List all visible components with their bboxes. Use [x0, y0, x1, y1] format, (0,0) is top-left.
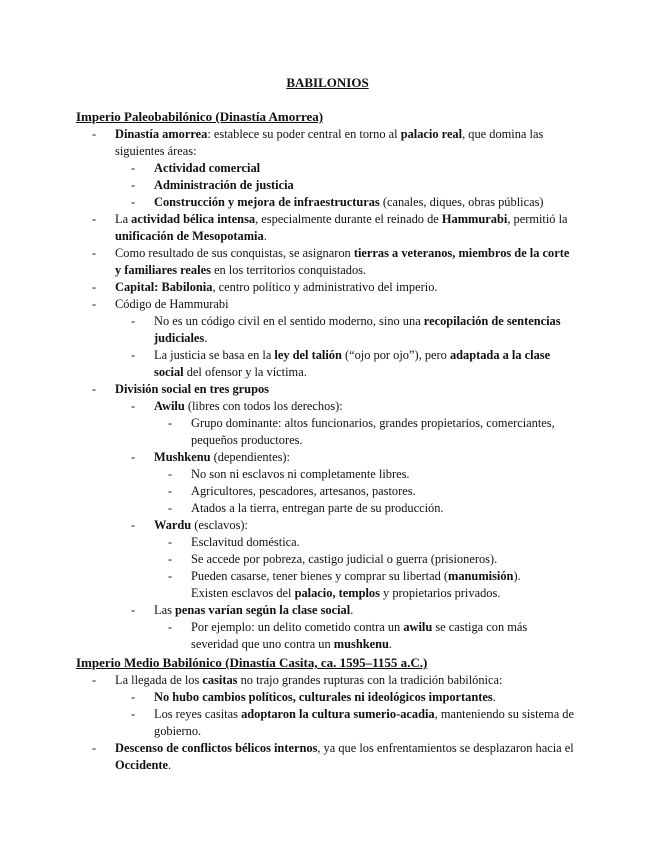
list-item-text — [154, 314, 561, 345]
list-item-text — [154, 348, 550, 379]
list-item — [154, 466, 576, 483]
text-run: . — [388, 637, 393, 651]
text-run: (dependientes): — [210, 450, 290, 464]
bold-text: palacio real — [400, 127, 463, 141]
list-item-text — [154, 707, 574, 738]
list-item-text — [191, 501, 444, 515]
bold-text: Descenso de conflictos bélicos internos — [115, 741, 318, 755]
bold-text: Mushkenu — [154, 450, 211, 464]
list-item-text — [191, 569, 521, 583]
dash-bullet-icon: - — [131, 195, 136, 209]
list-item-text — [154, 178, 294, 192]
dash-bullet-icon: - — [92, 297, 97, 311]
bold-text: Administración de justicia — [154, 178, 294, 192]
text-run: : establece su poder central en torno al — [207, 127, 401, 141]
bold-text: División social en tres grupos — [115, 382, 269, 396]
bold-text: Wardu — [154, 518, 192, 532]
list-item — [115, 689, 576, 706]
page-title: BABILONIOS — [286, 75, 369, 90]
text-run: . — [204, 331, 208, 345]
bold-text: actividad bélica intensa — [131, 212, 256, 226]
list-item — [115, 194, 576, 211]
text-run: . — [168, 758, 172, 772]
text-run: Código de Hammurabi — [115, 297, 229, 311]
dash-bullet-icon: - — [168, 552, 173, 566]
text-run: Como resultado de sus conquistas, se asignaron — [115, 246, 354, 260]
section-body-medio-babilonico — [76, 672, 576, 774]
list-item — [115, 706, 576, 740]
bold-text: Awilu — [154, 399, 185, 413]
bullet-list-level-3 — [154, 619, 576, 653]
list-item-text — [115, 741, 574, 772]
text-run: Por ejemplo: un delito cometido contra un — [191, 620, 404, 634]
list-item-text — [115, 246, 569, 277]
list-item-text — [154, 518, 248, 532]
bold-text: mushkenu — [333, 637, 389, 651]
list-item-text — [191, 484, 416, 498]
text-run: Existen esclavos del — [191, 586, 295, 600]
bold-text: adaptada a la clase social — [154, 348, 551, 379]
list-item-text — [191, 467, 410, 481]
text-run: . — [492, 690, 496, 704]
dash-bullet-icon: - — [92, 212, 97, 226]
dash-bullet-icon: - — [92, 741, 97, 755]
bullet-list-level-1 — [76, 126, 576, 653]
list-item — [154, 619, 576, 653]
bold-text: No hubo cambios políticos, culturales ni ideológicos importantes — [154, 690, 493, 704]
text-run: , permitió la — [507, 212, 568, 226]
text-run: , manteniendo su sistema de gobierno. — [154, 707, 574, 738]
bold-text: recopilación de sentencias judiciales — [154, 314, 561, 345]
text-run: se castiga con más severidad que uno contra un — [191, 620, 528, 651]
list-item-text — [191, 586, 500, 600]
bold-text: palacio, templos — [294, 586, 380, 600]
text-run: Agricultores, pescadores, artesanos, pastores. — [191, 484, 416, 498]
dash-bullet-icon: - — [131, 161, 136, 175]
dash-bullet-icon: - — [168, 484, 173, 498]
bold-text: awilu — [403, 620, 433, 634]
bullet-list-level-2 — [115, 160, 576, 211]
text-run: Esclavitud doméstica. — [191, 535, 300, 549]
bold-text: tierras a veteranos, miembros de la corte y familiares reales — [115, 246, 570, 277]
bold-text: manumisión — [448, 569, 514, 583]
text-run: Atados a la tierra, entregan parte de su producción. — [191, 501, 444, 515]
list-item-text — [191, 416, 555, 447]
text-run: La — [115, 212, 132, 226]
dash-bullet-icon: - — [131, 348, 136, 362]
dash-bullet-icon: - — [131, 399, 136, 413]
dash-bullet-icon: - — [92, 127, 97, 141]
dash-bullet-icon: - — [131, 314, 136, 328]
text-run: no trajo grandes rupturas con la tradición babilónica: — [237, 673, 503, 687]
text-run: Los reyes casitas — [154, 707, 242, 721]
list-item — [76, 740, 576, 774]
bold-text: Dinastía amorrea — [115, 127, 208, 141]
dash-bullet-icon: - — [131, 178, 136, 192]
dash-bullet-icon: - — [168, 501, 173, 515]
text-run: , centro político y administrativo del imperio. — [212, 280, 438, 294]
bold-text: Capital: Babilonia — [115, 280, 213, 294]
list-item — [154, 483, 576, 500]
text-run: Se accede por pobreza, castigo judicial o guerra (prisioneros). — [191, 552, 498, 566]
dash-bullet-icon: - — [131, 707, 136, 721]
section-heading-paleobabilonico: Imperio Paleobabilónico (Dinastía Amorrea) — [76, 109, 324, 124]
list-item — [76, 245, 576, 279]
text-run: (libres con todos los derechos): — [184, 399, 343, 413]
text-run: en los territorios conquistados. — [210, 263, 367, 277]
list-item-text — [154, 399, 343, 413]
list-item-text — [191, 552, 497, 566]
list-item — [76, 279, 576, 296]
list-item-text — [115, 280, 437, 294]
list-item-text — [154, 690, 496, 704]
text-run: La llegada de los — [115, 673, 203, 687]
bold-text: adoptaron la cultura sumerio-acadia — [241, 707, 435, 721]
bullet-list-level-3 — [154, 466, 576, 517]
list-item — [76, 296, 576, 381]
list-item — [115, 517, 576, 602]
list-item — [115, 347, 576, 381]
text-run: Las — [154, 603, 175, 617]
bullet-list-level-2 — [115, 689, 576, 740]
bullet-list-level-3 — [154, 415, 576, 449]
list-item-text — [191, 620, 527, 651]
list-item — [154, 415, 576, 449]
text-run: , especialmente durante el reinado de — [255, 212, 442, 226]
list-item — [154, 585, 576, 602]
text-run: ). — [513, 569, 521, 583]
list-item-text — [115, 673, 502, 687]
text-run: La justicia se basa en la — [154, 348, 275, 362]
list-item-text — [115, 297, 229, 311]
text-run: del ofensor y la víctima. — [183, 365, 307, 379]
text-run: , ya que los enfrentamientos se desplazaron hacia el — [317, 741, 574, 755]
list-item — [115, 449, 576, 517]
text-run: , que domina las siguientes áreas: — [115, 127, 544, 158]
text-run: y propietarios privados. — [379, 586, 501, 600]
bold-text: ley del talión — [274, 348, 342, 362]
text-run: (“ojo por ojo”), pero — [341, 348, 450, 362]
bullet-list-level-1 — [76, 672, 576, 774]
list-item-text — [154, 450, 290, 464]
list-item-text — [115, 212, 568, 243]
text-run: No son ni esclavos ni completamente libres. — [191, 467, 410, 481]
bullet-list-level-3 — [154, 534, 576, 602]
bold-text: penas varían según la clase social — [175, 603, 351, 617]
dash-bullet-icon: - — [92, 673, 97, 687]
list-item — [154, 534, 576, 551]
dash-bullet-icon: - — [131, 450, 136, 464]
list-item-text — [115, 127, 543, 158]
section-body-paleobabilonico — [76, 126, 576, 653]
list-item — [154, 568, 576, 585]
dash-bullet-icon: - — [168, 535, 173, 549]
bold-text: unificación de Mesopotamia — [115, 229, 264, 243]
dash-bullet-icon: - — [168, 620, 173, 634]
list-item — [115, 398, 576, 449]
text-run: (esclavos): — [191, 518, 248, 532]
list-item — [76, 126, 576, 211]
dash-bullet-icon: - — [92, 382, 97, 396]
text-run: . — [350, 603, 354, 617]
list-item — [115, 177, 576, 194]
list-item — [76, 672, 576, 740]
list-item-text — [154, 603, 353, 617]
dash-bullet-icon: - — [131, 518, 136, 532]
text-run: No es un código civil en el sentido moderno, sino una — [154, 314, 424, 328]
list-item-text — [154, 195, 544, 209]
list-item — [115, 160, 576, 177]
dash-bullet-icon: - — [131, 603, 136, 617]
text-run: . — [263, 229, 267, 243]
dash-bullet-icon: - — [131, 690, 136, 704]
dash-bullet-icon: - — [168, 467, 173, 481]
list-item — [154, 551, 576, 568]
text-run: Grupo dominante: altos funcionarios, grandes propietarios, comerciantes, pequeños productores. — [191, 416, 555, 447]
list-item — [154, 500, 576, 517]
bold-text: casitas — [202, 673, 238, 687]
bold-text: Hammurabi — [441, 212, 508, 226]
bold-text: Construcción y mejora de infraestructuras — [154, 195, 380, 209]
text-run: Pueden casarse, tener bienes y comprar su libertad ( — [191, 569, 449, 583]
dash-bullet-icon: - — [92, 246, 97, 260]
bold-text: Actividad comercial — [154, 161, 261, 175]
list-item — [76, 381, 576, 653]
list-item-text — [191, 535, 300, 549]
list-item-text — [115, 382, 269, 396]
dash-bullet-icon: - — [168, 416, 173, 430]
list-item — [115, 313, 576, 347]
bold-text: Occidente — [115, 758, 168, 772]
dash-bullet-icon: - — [168, 569, 173, 583]
list-item — [76, 211, 576, 245]
bullet-list-level-2 — [115, 313, 576, 381]
list-item — [115, 602, 576, 653]
text-run: (canales, diques, obras públicas) — [379, 195, 544, 209]
list-item-text — [154, 161, 260, 175]
dash-bullet-icon: - — [92, 280, 97, 294]
bullet-list-level-2 — [115, 398, 576, 653]
section-heading-medio-babilonico: Imperio Medio Babilónico (Dinastía Casita, ca. 1595–1155 a.C.) — [76, 655, 428, 670]
